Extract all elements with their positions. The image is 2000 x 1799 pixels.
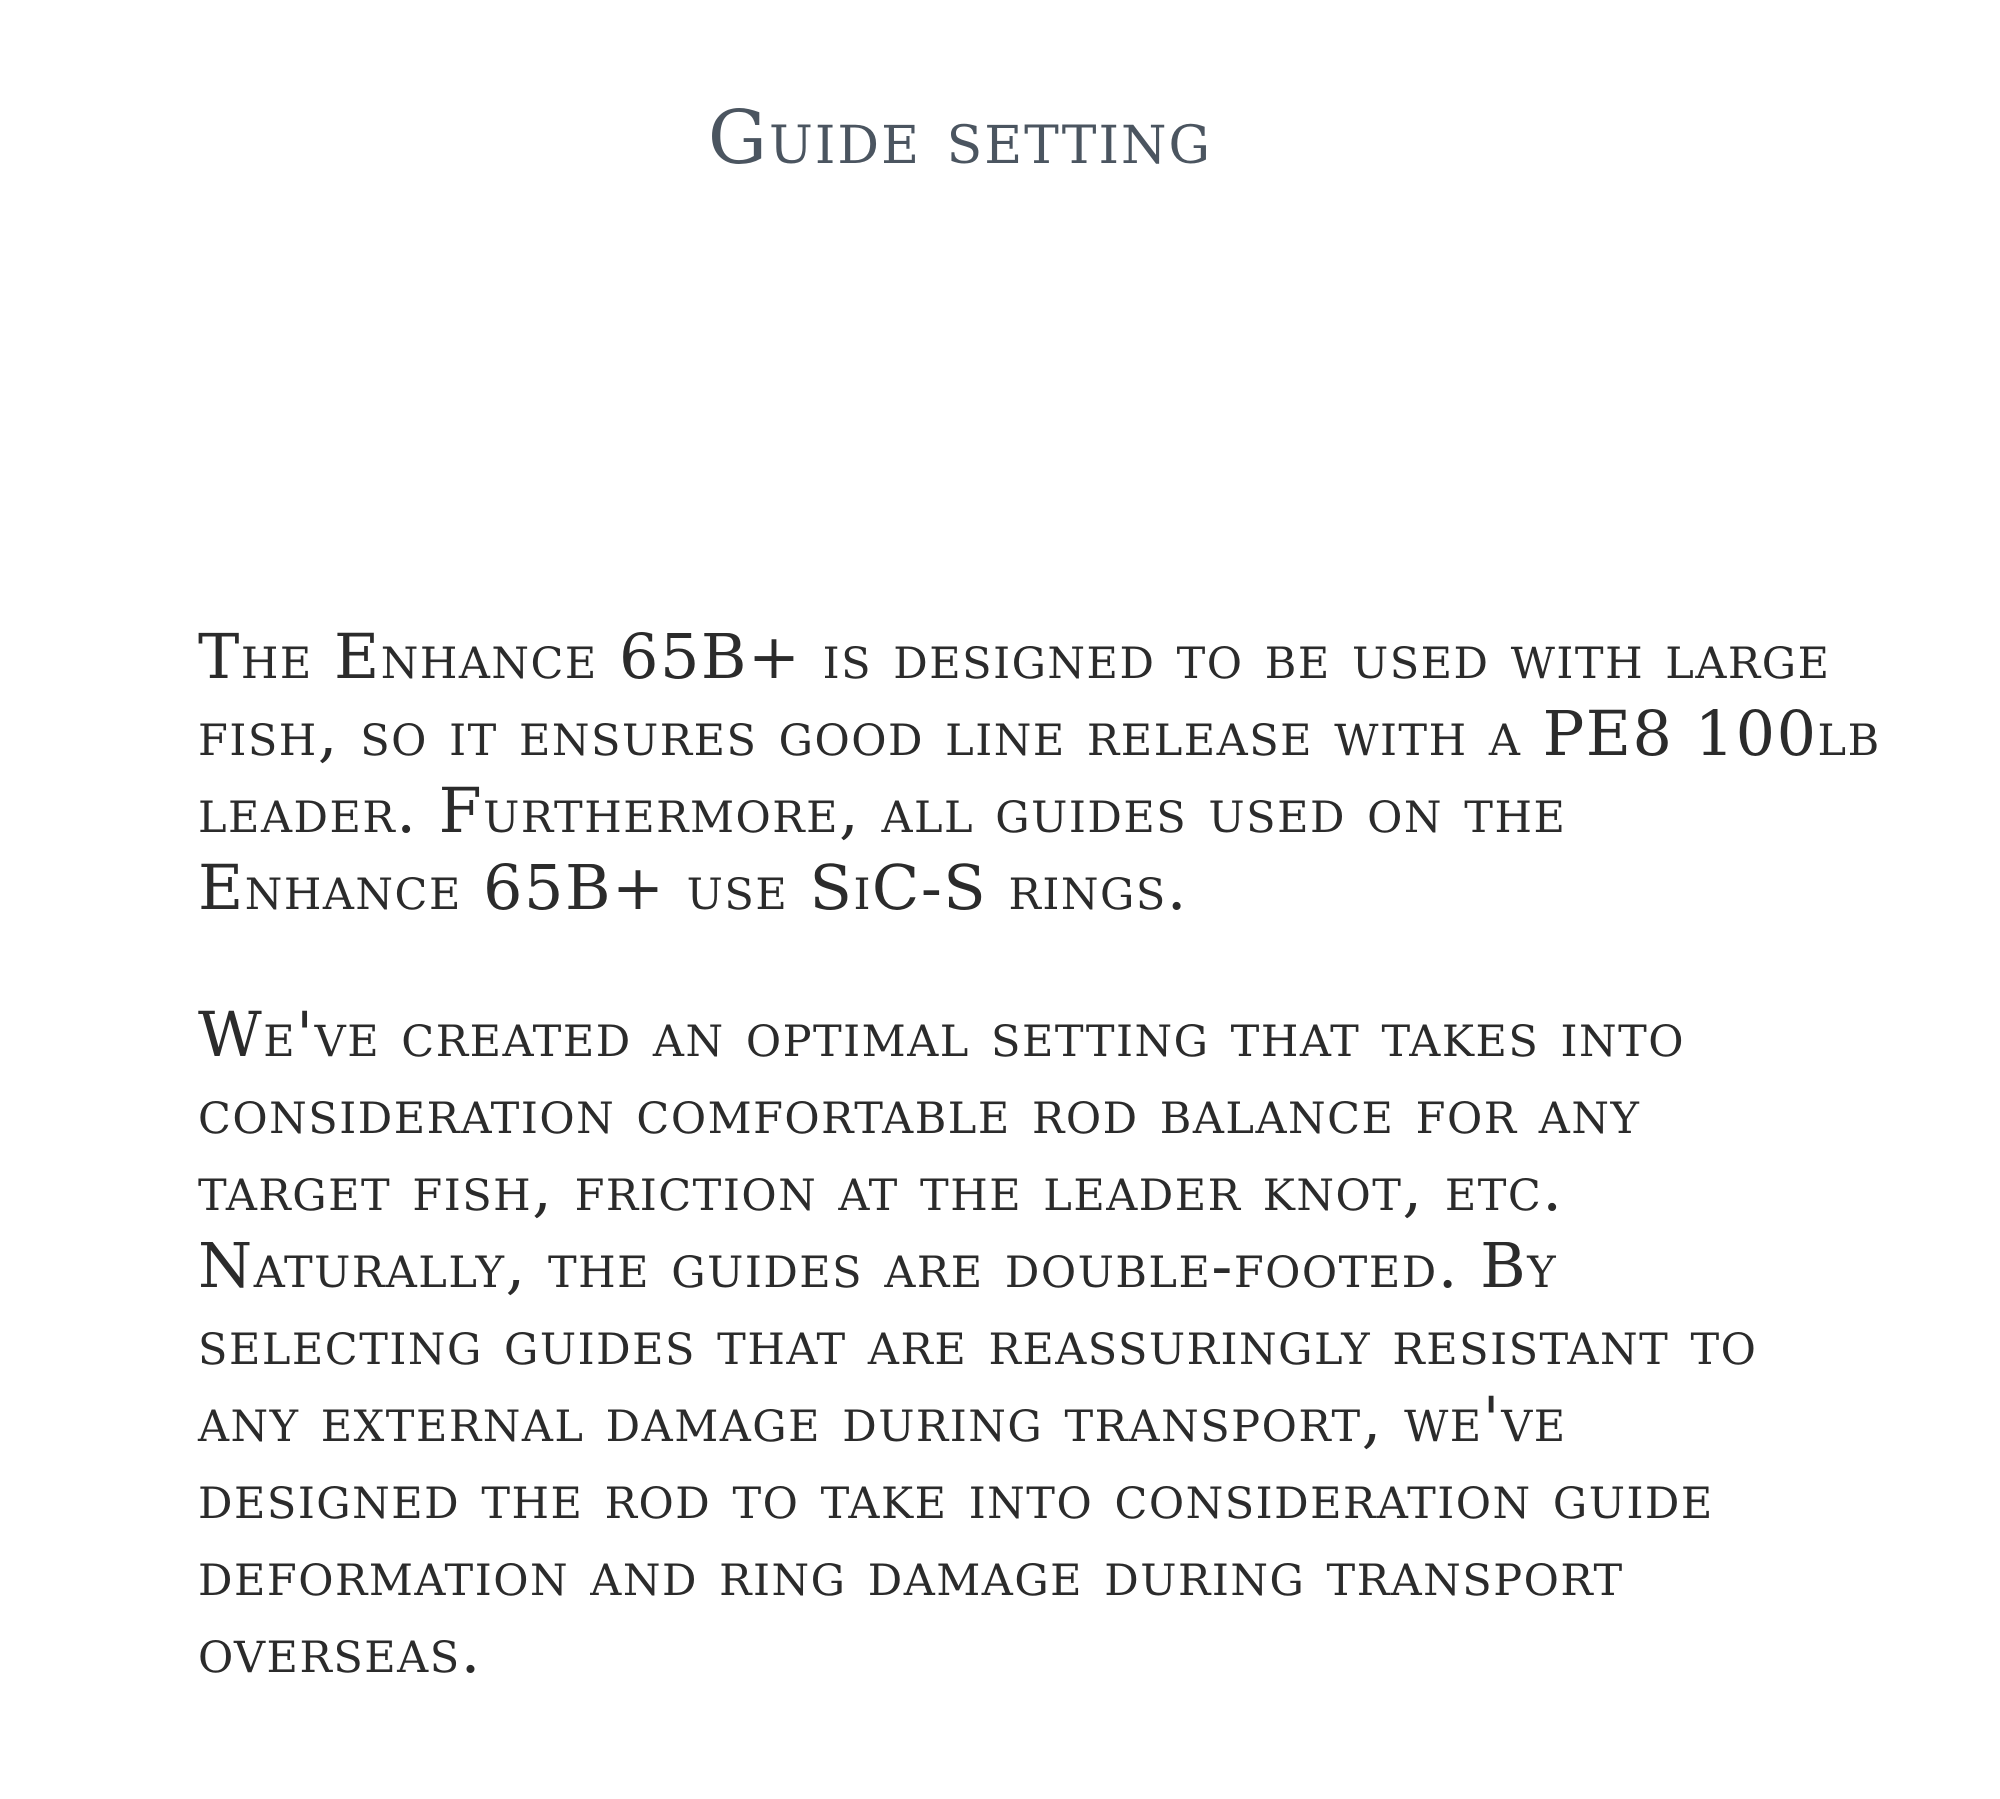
text-line: selecting guides that are reassuringly resistant to <box>198 1306 1758 1379</box>
text-line: consideration comfortable rod balance for any <box>198 1075 1641 1148</box>
text-line: We've created an optimal setting that takes into <box>198 998 1686 1071</box>
text-line: fish, so it ensures good line release with a PE8 100lb <box>198 697 1881 770</box>
text-line: overseas. <box>198 1614 482 1687</box>
page-title: Guide setting <box>707 95 1213 181</box>
text-line: any external damage during transport, we've <box>198 1383 1567 1456</box>
text-line: target fish, friction at the leader knot, etc. <box>198 1152 1564 1225</box>
text-line: leader. Furthermore, all guides used on the <box>198 774 1567 847</box>
text-line: Enhance 65B+ use SiC-S rings. <box>198 851 1188 924</box>
paragraph-details <box>198 996 1758 1689</box>
text-line: designed the rod to take into consideration guide <box>198 1460 1714 1533</box>
text-line: Naturally, the guides are double-footed. By <box>198 1229 1558 1302</box>
text-line: The Enhance 65B+ is designed to be used with large <box>198 620 1831 693</box>
paragraph-intro <box>198 618 1881 926</box>
text-line: deformation and ring damage during transport <box>198 1537 1624 1610</box>
